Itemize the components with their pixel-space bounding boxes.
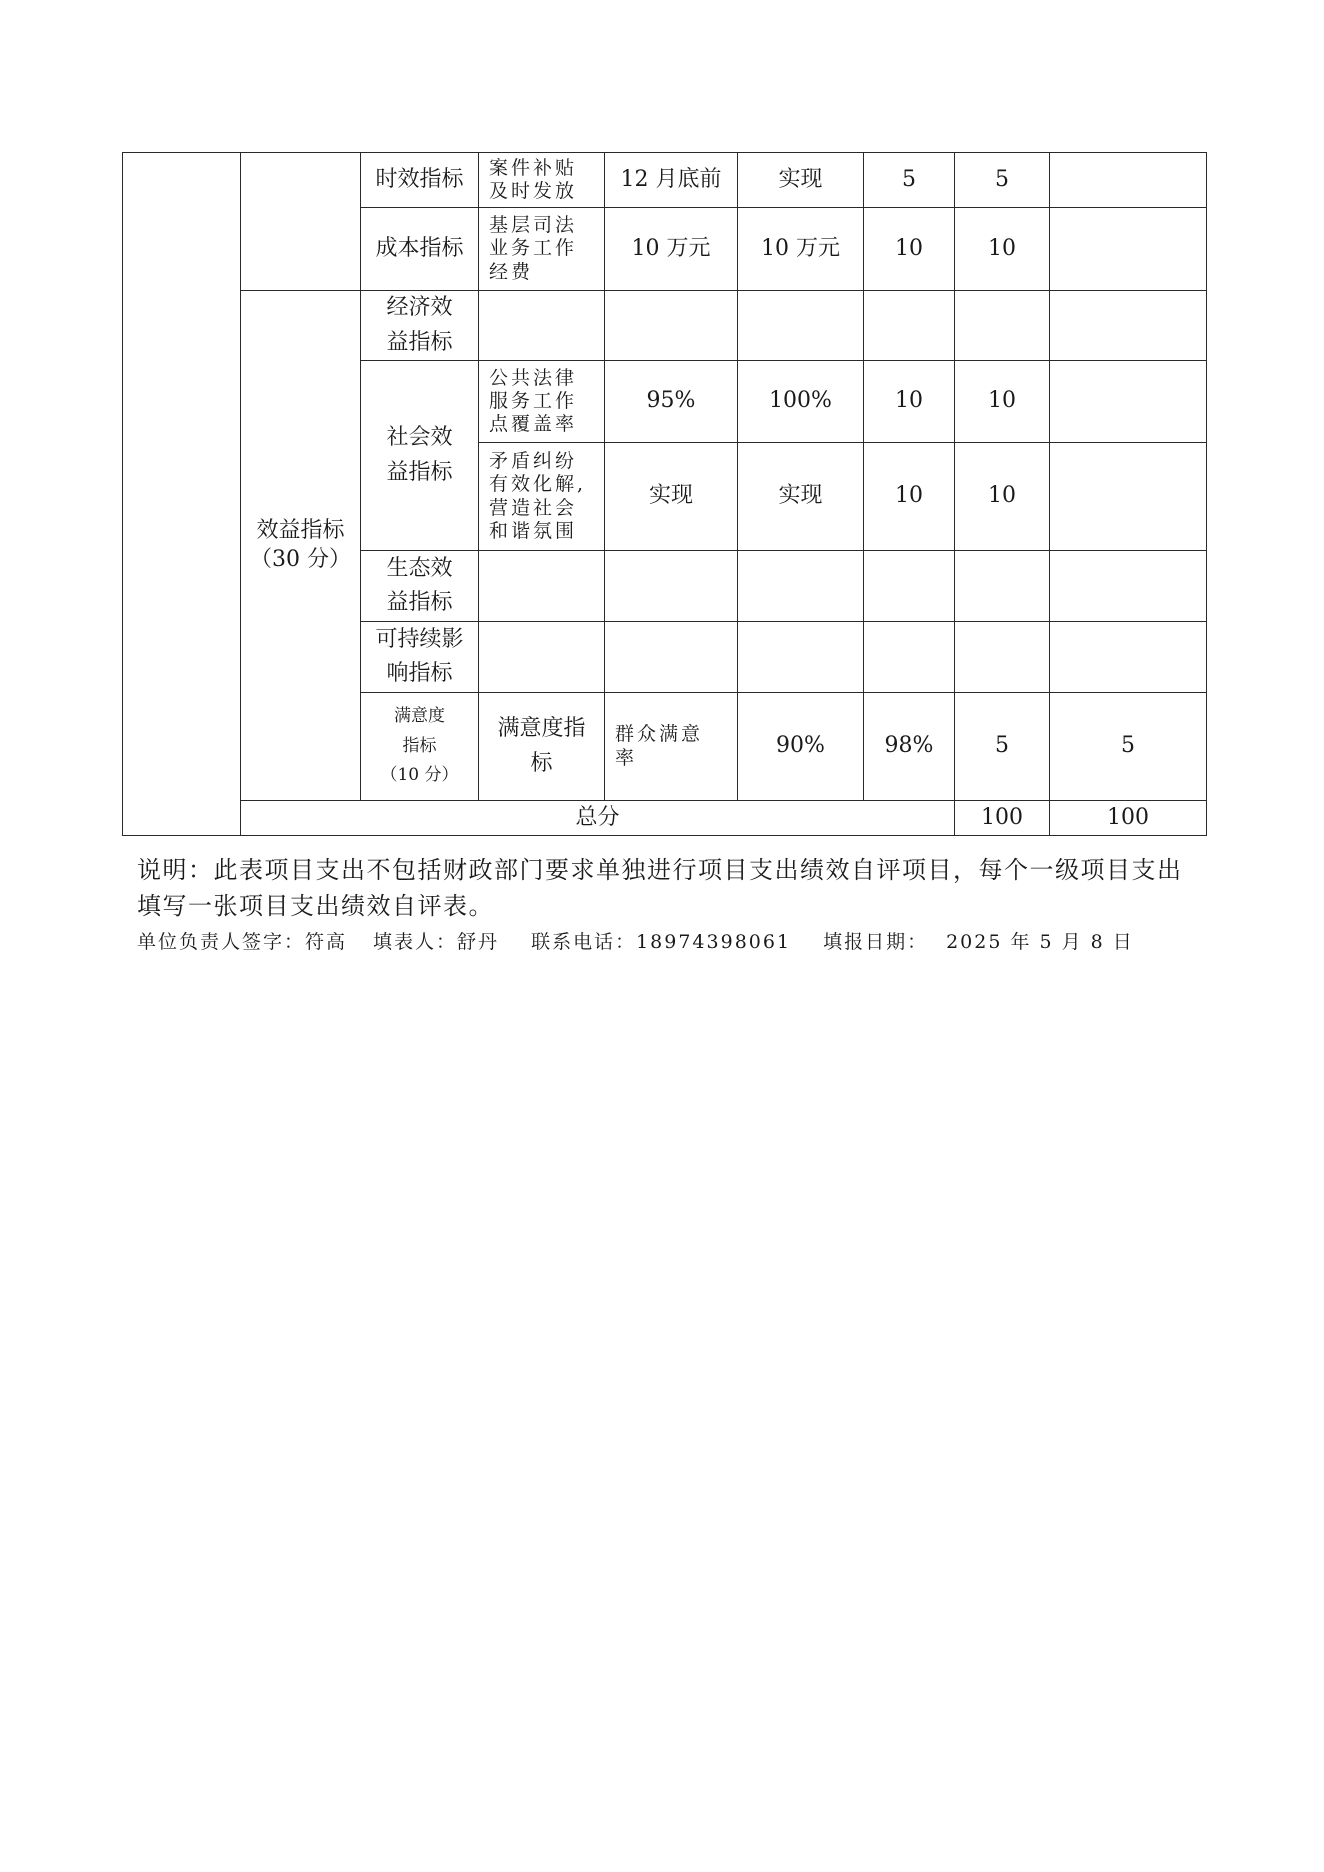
filler-name: 舒丹 bbox=[457, 931, 500, 953]
total-weight-cell: 100 bbox=[955, 801, 1050, 836]
indicator-cell: 公共法律 服务工作 点覆盖率 bbox=[479, 361, 605, 443]
actual-value-cell bbox=[738, 622, 864, 693]
phone-number: 18974398061 bbox=[636, 931, 792, 953]
date-label: 填报日期： bbox=[823, 931, 929, 953]
tertiary-indicator-cell: 可持续影 响指标 bbox=[361, 622, 479, 693]
actual-value-cell: 98% bbox=[864, 693, 955, 801]
target-value-cell bbox=[605, 551, 738, 622]
indicator-cell: 群众满意 率 bbox=[605, 693, 738, 801]
tertiary-indicator-cell: 生态效 益指标 bbox=[361, 551, 479, 622]
total-label-cell: 总分 bbox=[241, 801, 955, 836]
indicator-cell: 基层司法 业务工作 经费 bbox=[479, 208, 605, 291]
weight-cell: 10 bbox=[864, 208, 955, 291]
tertiary-indicator-cell: 满意度指 标 bbox=[479, 693, 605, 801]
table-note: 说明：此表项目支出不包括财政部门要求单独进行项目支出绩效自评项目，每个一级项目支出填写一张项目支出绩效自评表。 bbox=[137, 856, 1183, 920]
secondary-indicator-cell bbox=[241, 153, 361, 291]
remark-cell bbox=[1050, 551, 1207, 622]
target-value-cell: 95% bbox=[605, 361, 738, 443]
actual-value-cell bbox=[738, 551, 864, 622]
actual-value-cell bbox=[738, 291, 864, 361]
remark-cell bbox=[1050, 153, 1207, 208]
score-cell: 10 bbox=[955, 443, 1050, 551]
total-score-cell: 100 bbox=[1050, 801, 1207, 836]
target-value-cell: 12 月底前 bbox=[605, 153, 738, 208]
weight-cell: 5 bbox=[864, 153, 955, 208]
score-cell: 10 bbox=[955, 208, 1050, 291]
signer-label: 单位负责人签字： bbox=[137, 931, 306, 953]
filler-label: 填表人： bbox=[373, 931, 458, 953]
benefit-indicator-cell: 效益指标 （30 分） bbox=[241, 291, 361, 801]
weight-cell bbox=[864, 291, 955, 361]
indicator-cell: 矛盾纠纷 有效化解, 营造社会 和谐氛围 bbox=[479, 443, 605, 551]
remark-cell bbox=[1050, 291, 1207, 361]
remark-cell bbox=[1050, 443, 1207, 551]
remark-cell bbox=[1050, 622, 1207, 693]
indicator-cell: 案件补贴 及时发放 bbox=[479, 153, 605, 208]
signature-footer bbox=[137, 927, 1134, 954]
remark-cell bbox=[1050, 361, 1207, 443]
report-date: 2025 年 5 月 8 日 bbox=[946, 931, 1134, 953]
performance-evaluation-table bbox=[122, 152, 1207, 836]
weight-cell: 5 bbox=[955, 693, 1050, 801]
score-cell bbox=[955, 622, 1050, 693]
score-cell: 5 bbox=[955, 153, 1050, 208]
target-value-cell bbox=[605, 291, 738, 361]
phone-label: 联系电话： bbox=[531, 931, 637, 953]
satisfaction-indicator-cell: 满意度 指标 （10 分） bbox=[361, 693, 479, 801]
score-cell: 10 bbox=[955, 361, 1050, 443]
table-row bbox=[123, 153, 1207, 208]
table-row bbox=[123, 291, 1207, 361]
weight-cell bbox=[864, 622, 955, 693]
actual-value-cell: 10 万元 bbox=[738, 208, 864, 291]
indicator-cell bbox=[479, 622, 605, 693]
tertiary-indicator-cell: 社会效 益指标 bbox=[361, 361, 479, 551]
target-value-cell: 实现 bbox=[605, 443, 738, 551]
total-row bbox=[123, 801, 1207, 836]
target-value-cell: 90% bbox=[738, 693, 864, 801]
target-value-cell: 10 万元 bbox=[605, 208, 738, 291]
weight-cell bbox=[864, 551, 955, 622]
indicator-cell bbox=[479, 551, 605, 622]
remark-cell bbox=[1050, 208, 1207, 291]
tertiary-indicator-cell: 成本指标 bbox=[361, 208, 479, 291]
score-cell bbox=[955, 291, 1050, 361]
weight-cell: 10 bbox=[864, 443, 955, 551]
actual-value-cell: 实现 bbox=[738, 443, 864, 551]
score-cell: 5 bbox=[1050, 693, 1207, 801]
primary-indicator-cell bbox=[123, 153, 241, 836]
tertiary-indicator-cell: 经济效 益指标 bbox=[361, 291, 479, 361]
actual-value-cell: 100% bbox=[738, 361, 864, 443]
actual-value-cell: 实现 bbox=[738, 153, 864, 208]
score-cell bbox=[955, 551, 1050, 622]
weight-cell: 10 bbox=[864, 361, 955, 443]
indicator-cell bbox=[479, 291, 605, 361]
target-value-cell bbox=[605, 622, 738, 693]
signer-name: 符高 bbox=[305, 931, 348, 953]
tertiary-indicator-cell: 时效指标 bbox=[361, 153, 479, 208]
